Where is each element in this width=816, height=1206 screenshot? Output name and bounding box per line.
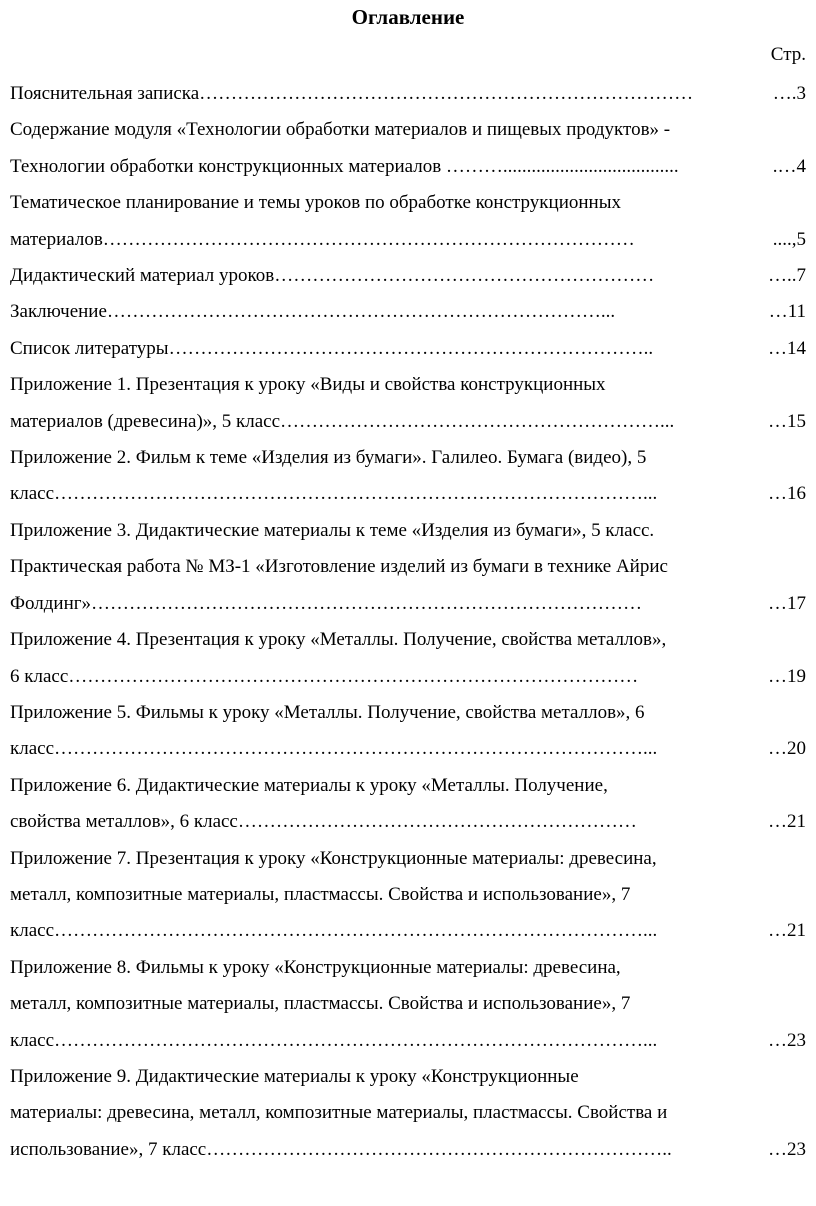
toc-page-number: …17 [768,592,806,614]
toc-entry-line: использование», 7 класс……………………………………………………………….. [10,1138,672,1160]
toc-page-number: …19 [768,665,806,687]
toc-entry-line: материалов………………………………………………………………………… [10,228,635,250]
toc-entry-line: Содержание модуля «Технологии обработки материалов и пищевых продуктов» - [10,119,671,141]
toc-page-number: …20 [768,738,806,760]
toc-entry-line: Приложение 6. Дидактические материалы к уроку «Металлы. Получение, [10,774,608,796]
toc-entry[interactable] [10,1059,806,1168]
toc-entry-line: класс…………………………………………………………………………………... [10,738,658,760]
toc-entry-line: Приложение 8. Фильмы к уроку «Конструкционные материалы: древесина, [10,956,621,978]
toc-entry-line: класс…………………………………………………………………………………... [10,483,658,505]
toc-entry-line: Приложение 2. Фильм к теме «Изделия из бумаги». Галилео. Бумага (видео), 5 [10,447,647,469]
toc-entry[interactable] [10,258,806,294]
toc-entry[interactable] [10,76,806,112]
toc-entry-line: Дидактический материал уроков…………………………………………………… [10,265,655,287]
toc-entry-line: металл, композитные материалы, пластмассы. Свойства и использование», 7 [10,883,631,905]
toc-entry[interactable] [10,695,806,768]
toc-entry-line: Приложение 9. Дидактические материалы к уроку «Конструкционные [10,1065,579,1087]
toc-page-number: …23 [768,1138,806,1160]
toc-entry[interactable] [10,513,806,622]
toc-entry-line: Фолдинг»…………………………………………………………………………… [10,592,643,614]
toc-page-number: …..7 [768,265,806,287]
toc-entry-line: 6 класс……………………………………………………………………………… [10,665,639,687]
toc-entry[interactable] [10,112,806,185]
toc-page-number: ....,5 [772,228,806,250]
toc-page-number: …21 [768,811,806,833]
toc-entry[interactable] [10,841,806,950]
toc-entry-line: металл, композитные материалы, пластмассы. Свойства и использование», 7 [10,993,631,1015]
toc-entry-line: Список литературы………………………………………………………………….. [10,337,654,359]
toc-entry-line: Заключение……………………………………………………………………... [10,301,616,323]
toc-entry[interactable] [10,440,806,513]
toc-page-number: …21 [768,920,806,942]
toc-page-number: ….3 [772,83,806,104]
toc-entry[interactable] [10,367,806,440]
toc-entry-line: класс…………………………………………………………………………………... [10,1029,658,1051]
toc-entry-line: Приложение 7. Презентация к уроку «Конструкционные материалы: древесина, [10,847,657,869]
toc-entry[interactable] [10,622,806,695]
toc-entry-line: Приложение 1. Презентация к уроку «Виды и свойства конструкционных [10,374,606,396]
toc-entry-line: Тематическое планирование и темы уроков по обработке конструкционных [10,192,621,214]
toc-page-number: …14 [768,337,806,359]
toc-entry-line: Приложение 5. Фильмы к уроку «Металлы. Получение, свойства металлов», 6 [10,701,645,723]
page-title: Оглавление [351,5,465,29]
toc-entry[interactable] [10,294,806,330]
toc-page-number: …16 [768,483,806,505]
toc-entry-line: Технологии обработки конструкционных материалов ………..................................... [10,155,679,177]
toc-page-number: …23 [768,1029,806,1051]
toc-entry-line: Практическая работа № МЗ-1 «Изготовление изделий из бумаги в технике Айрис [10,556,668,578]
toc-entry[interactable] [10,185,806,258]
toc-page-number: …11 [768,301,806,323]
toc-entry-line: класс…………………………………………………………………………………... [10,920,658,942]
toc-entry-line: Приложение 3. Дидактические материалы к теме «Изделия из бумаги», 5 класс. [10,519,655,541]
toc-entry-line: Пояснительная записка…………………………………………………………………… [10,83,694,104]
toc-entry-line: материалы: древесина, металл, композитные материалы, пластмассы. Свойства и [10,1102,668,1124]
toc-entry[interactable] [10,950,806,1059]
toc-page-number: .…4 [772,155,806,177]
toc-page-number: …15 [768,410,806,432]
toc-entry-line: материалов (древесина)», 5 класс……………………………………………………... [10,410,675,432]
toc-entry[interactable] [10,331,806,367]
page-column-label: Стр. [770,44,806,65]
table-of-contents [10,76,806,1168]
toc-entry[interactable] [10,768,806,841]
toc-entry-line: Приложение 4. Презентация к уроку «Металлы. Получение, свойства металлов», [10,629,667,651]
toc-entry-line: свойства металлов», 6 класс……………………………………………………… [10,811,637,833]
